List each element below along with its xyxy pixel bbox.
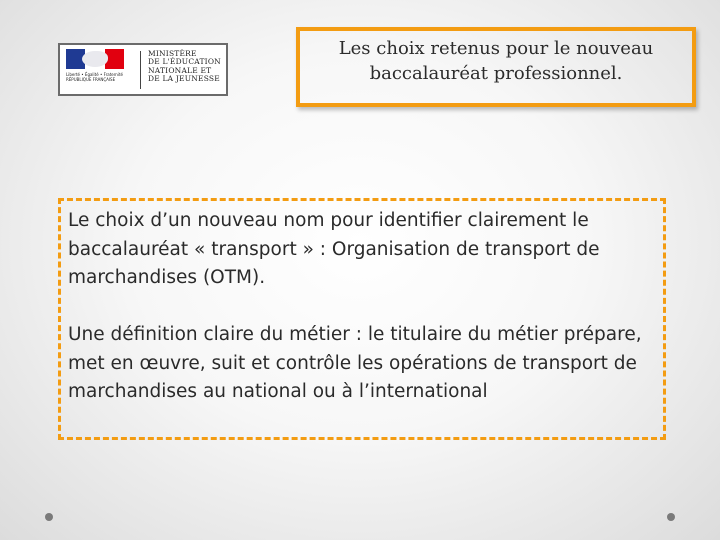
title-line-1: Les choix retenus pour le nouveau <box>338 38 654 59</box>
title-box <box>296 27 696 107</box>
decorative-dot-right <box>667 513 675 521</box>
ministry-logo <box>58 43 228 96</box>
logo-motto: Liberté • Égalité • Fraternité RÉPUBLIQUE FRANÇAISE <box>66 72 123 82</box>
slide-title <box>339 36 654 86</box>
marianne-icon <box>82 51 108 67</box>
paragraph-otm-name: Le choix d’un nouveau nom pour identifier clairement le baccalauréat « transport » : Organisation de transport de marchandises (OTM). <box>68 210 600 288</box>
title-line-2: baccalauréat professionnel. <box>369 63 623 84</box>
ministry-name: MINISTÈRE DE L'ÉDUCATION NATIONALE ET DE LA JEUNESSE <box>148 49 221 83</box>
paragraph-job-definition: Une définition claire du métier : le titulaire du métier prépare, met en œuvre, suit et contrôle les opérations de transport de marchandises au national ou à l’international <box>68 324 642 402</box>
logo-divider <box>140 51 141 89</box>
decorative-dot-left <box>45 513 53 521</box>
